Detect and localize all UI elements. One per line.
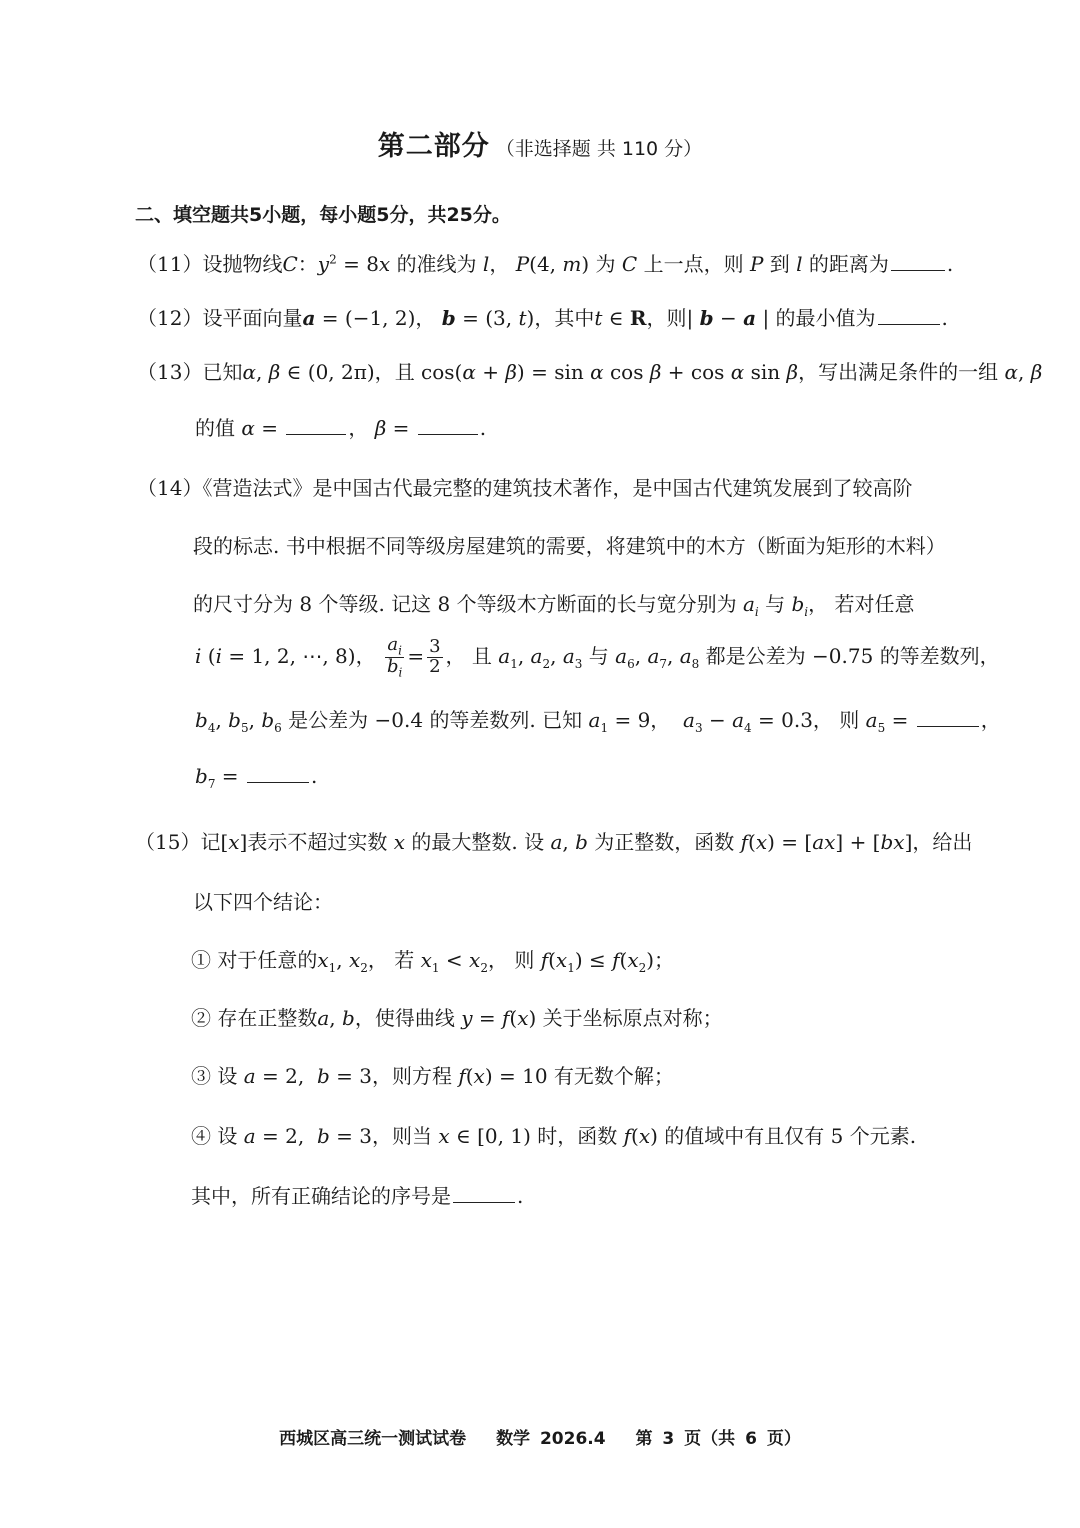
section-heading: 二、填空题共5小题，每小题5分，共25分。 [135, 204, 511, 226]
question-13: （13）已知α, β ∈ (0, 2π)，且 cos(α + β) = sin α cos β + cos α sin β，写出满足条件的一组 α, β [137, 360, 1043, 384]
q15-text-5: 给出 [932, 830, 973, 854]
q15-conclusion-1: ① 对于任意的$x_1$, $x_2$， 若 $x_1 < x_2$， 则 $f(x_1) \le f(x_2)$； [191, 948, 675, 975]
q15-c2-text-b: 使得曲线 [374, 1006, 455, 1030]
question-12: （12）设平面向量a = (−1, 2)， b = (3, t)，其中t ∈ R，则| b − a | 的最小值为 . [137, 306, 948, 330]
q15-answer-blank[interactable] [453, 1184, 515, 1203]
q15-line-2: 以下四个结论： [193, 890, 333, 914]
q15-final-line: 其中，所有正确结论的序号是 . [191, 1184, 524, 1208]
q14-text-4c: 都是公差为 [705, 644, 806, 669]
question-11: （11）设抛物线C：$y^2 = 8x$ 的准线为 l， P(4, m) 为 C 上一点，则 P 到 l 的距离为 . [137, 252, 954, 276]
three-halves-fraction: $\frac{3}{2}$ [429, 636, 441, 678]
q11-text-2: 的准线为 [396, 252, 477, 276]
question-13-line-2: 的值 α = ， β = . [195, 416, 487, 440]
part-title [0, 124, 1080, 163]
q13-text-3: 写出满足条件的一组 [818, 360, 999, 384]
q15-c1-text-b: 若 [394, 948, 415, 972]
footer-page-number: 第 3 页（共 6 页） [635, 1429, 801, 1449]
q14-text-5b: 的等差数列. 已知 [429, 708, 583, 732]
q14-number: （14） [137, 476, 203, 500]
q13-beta-blank[interactable] [418, 416, 478, 435]
q14-line-5: $b_4$, $b_5$, $b_6$ 是公差为 −0.4 的等差数列. 已知 $a_1 = 9$， $a_3 - a_4 = 0.3$， 则 $a_5$ = ， [195, 708, 1001, 735]
q14-line-1: 《营造法式》是中国古代最完整的建筑技术著作，是中国古代建筑发展到了较高阶 [202, 476, 913, 500]
q13-text-2: 且 [394, 360, 415, 384]
q14-text-4a: 且 [471, 644, 492, 669]
q15-c4-text-d: 的值域中有且仅有 5 个元素. [664, 1124, 917, 1148]
q15-c4-text-a: ④ 设 [191, 1124, 238, 1148]
q15-c2-text-a: ② 存在正整数 [191, 1006, 318, 1030]
q15-final-text: 其中，所有正确结论的序号是 [191, 1184, 451, 1208]
q12-text-2: 其中 [554, 306, 595, 330]
ratio-fraction: $\frac{a_i}{b_i}$ [386, 634, 403, 680]
q15-text-1: 记 [200, 830, 221, 854]
q14-line-3: 的尺寸分为 8 个等级. 记这 8 个等级木方断面的长与宽分别为 $a_i$ 与 $b_i$， 若对任意 [193, 592, 915, 619]
q14-text-4d: 的等差数列， [879, 644, 1000, 669]
q12-text-4: 的最小值为 [775, 306, 876, 330]
q11-text-4: 上一点，则 [643, 252, 744, 276]
q15-c1-text-c: 则 [514, 948, 535, 972]
q14-text-5a: 是公差为 [288, 708, 369, 732]
q14-text-3b: 与 [765, 592, 786, 616]
q15-c1-text-a: ① 对于任意的 [191, 948, 318, 972]
q14-text-4b: 与 [588, 644, 609, 669]
q14-text-3c: 若对任意 [834, 592, 915, 616]
q15-c4-text-b: 则当 [391, 1124, 432, 1148]
q12-text-1: 设平面向量 [202, 306, 303, 330]
q15-text-2: 表示不超过实数 [247, 830, 388, 854]
page-footer [0, 1424, 1080, 1449]
q13-text-1: 已知 [202, 360, 243, 384]
q12-number: （12） [137, 306, 203, 330]
q15-c4-text-c: 时，函数 [537, 1124, 618, 1148]
q15-conclusion-3: ③ 设 a = 2, b = 3，则方程 f(x) = 10 有无数个解； [191, 1064, 674, 1088]
q11-text-1: 设抛物线 [202, 252, 283, 276]
q13-text-4: 的值 [195, 416, 235, 440]
q15-text-4: 为正整数，函数 [594, 830, 735, 854]
q11-text-3: 为 [595, 252, 616, 276]
q15-c2-text-c: 关于坐标原点对称； [542, 1006, 723, 1030]
q14-text-5c: 则 [839, 708, 860, 732]
q11-text-6: 的距离为 [808, 252, 889, 276]
q13-alpha-blank[interactable] [286, 416, 346, 435]
q14-line-4: i (i = 1, 2, ⋯, 8)， $\frac{a_i}{b_i}$ = $\frac{3}{2}$ ， 且 $a_1$, $a_2$, $a_3$ 与 $a_6$, $a_7$, $a_8$ 都是公差为 −0.75 的等差数列， [195, 634, 1000, 680]
q14-line-2: 段的标志. 书中根据不同等级房屋建筑的需要，将建筑中的木方（断面为矩形的木料） [193, 534, 946, 558]
q14-text-3a: 的尺寸分为 8 个等级. 记这 8 个等级木方断面的长与宽分别为 [193, 592, 737, 616]
q11-number: （11） [137, 252, 203, 276]
part-title-sub: （非选择题 共 110 分） [495, 138, 703, 160]
q15-c3-text-c: 有无数个解； [553, 1064, 674, 1088]
q11-text-5: 到 [769, 252, 790, 276]
q13-number: （13） [137, 360, 203, 384]
question-15: （15）记[x]表示不超过实数 x 的最大整数. 设 a, b 为正整数，函数 f(x) = [ax] + [bx]，给出 [135, 830, 973, 854]
q14-b7-blank[interactable] [247, 764, 309, 783]
q15-number: （15） [135, 830, 201, 854]
footer-exam-name: 西城区高三统一测试试卷 [279, 1429, 467, 1449]
q15-c3-text-a: ③ 设 [191, 1064, 238, 1088]
question-14 [137, 472, 912, 501]
q15-text-3: 的最大整数. 设 [411, 830, 545, 854]
q14-a5-blank[interactable] [917, 708, 979, 727]
q12-answer-blank[interactable] [878, 306, 940, 325]
footer-subject: 数学 2026.4 [496, 1429, 606, 1449]
q15-conclusion-2: ② 存在正整数a, b，使得曲线 y = f(x) 关于坐标原点对称； [191, 1006, 723, 1030]
q15-c3-text-b: 则方程 [391, 1064, 452, 1088]
q11-answer-blank[interactable] [891, 252, 945, 271]
q14-line-6: $b_7$ = . [195, 764, 318, 791]
q12-text-3: 则 [666, 306, 687, 330]
part-title-main: 第二部分 [377, 131, 490, 162]
q15-conclusion-4: ④ 设 a = 2, b = 3，则当 x ∈ [0, 1) 时，函数 f(x) 的值域中有且仅有 5 个元素. [191, 1124, 917, 1148]
